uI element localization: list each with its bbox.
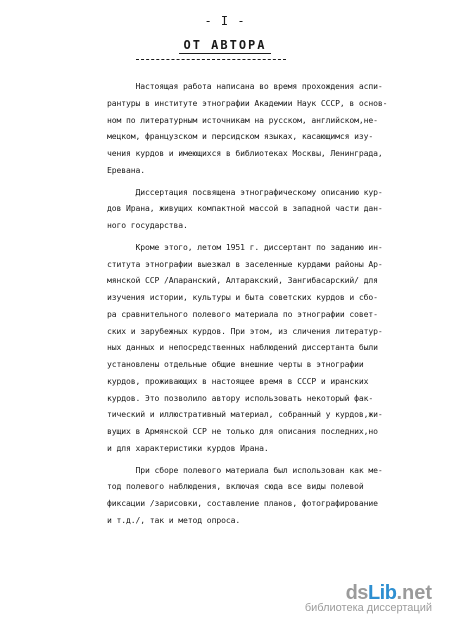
page-number: - I -: [204, 14, 246, 28]
paragraph: [107, 184, 412, 234]
text-line: мецком, французском и персидском языках, касающимся изу-: [107, 131, 374, 142]
text-line: тический и иллюстративный материал, собранный у курдов,жи-: [107, 409, 383, 420]
text-line: рантуры в институте этнографии Академии Наук СССР, в основ-: [107, 97, 388, 108]
text-line: и т.д./, так и метод опроса.: [107, 514, 241, 525]
text-line: вущих в Армянской ССР не только для описания последних,но: [107, 426, 378, 436]
watermark-ds: ds: [345, 582, 368, 604]
text-line: Настоящая работа написана во время прохождения аспи-: [107, 81, 383, 91]
paragraph: [107, 78, 412, 179]
heading-rule: [136, 59, 286, 60]
dslib-watermark: [305, 582, 432, 614]
text-line: тод полевого наблюдения, включая сюда все виды полевой: [107, 481, 364, 492]
text-line: мянской ССР /Апаранский, Алтаракский, Зангибасарский/ для: [107, 275, 378, 286]
text-line: ных данных и непосредственных наблюдений диссертанта были: [107, 342, 378, 353]
paragraph: [107, 462, 412, 529]
text-line: фиксации /зарисовки, составление планов, фотографирование: [107, 498, 378, 508]
text-line: курдов, проживающих в настоящее время в СССР и иранских: [107, 375, 369, 386]
text-line: и для характеристики курдов Ирана.: [107, 442, 269, 453]
body-text: [107, 78, 412, 529]
watermark-lib: Lib: [367, 582, 397, 604]
text-line: чения курдов и имеющихся в библиотеках Москвы, Ленинграда,: [107, 148, 383, 158]
text-line: установлены отдельные общие внешние черты в этнографии: [107, 359, 364, 369]
text-line: ских и зарубежных курдов. При этом, из сличения литератур-: [107, 325, 383, 336]
watermark-subtitle: библиотека диссертаций: [304, 602, 432, 614]
text-line: ра сравнительного полевого материала по этнографии совет-: [107, 308, 378, 319]
text-line: изучения истории, культуры и быта советских курдов и сбо-: [107, 292, 378, 302]
text-line: Диссертация посвящена этнографическому описанию кур-: [107, 186, 383, 197]
text-line: дов Ирана, живущих компактной массой в западной части дан-: [107, 203, 383, 214]
text-line: ном по литературным источникам на русском, английском,не-: [107, 114, 378, 125]
text-line: При сборе полевого материала был использован как ме-: [107, 464, 383, 475]
section-heading-text: ОТ АВТОРА: [179, 38, 270, 54]
text-line: Кроме этого, летом 1951 г. диссертант по заданию ин-: [107, 241, 383, 252]
text-line: Еревана.: [107, 164, 146, 175]
text-line: ного государства.: [107, 220, 188, 230]
text-line: курдов. Это позволило автору использовать некоторый фак-: [107, 392, 374, 403]
paragraph: [107, 239, 412, 457]
section-heading: [0, 38, 450, 52]
watermark-net: .net: [396, 582, 432, 604]
text-line: ститута этнографии выезжал в заселенные курдами районы Ар-: [107, 258, 383, 269]
